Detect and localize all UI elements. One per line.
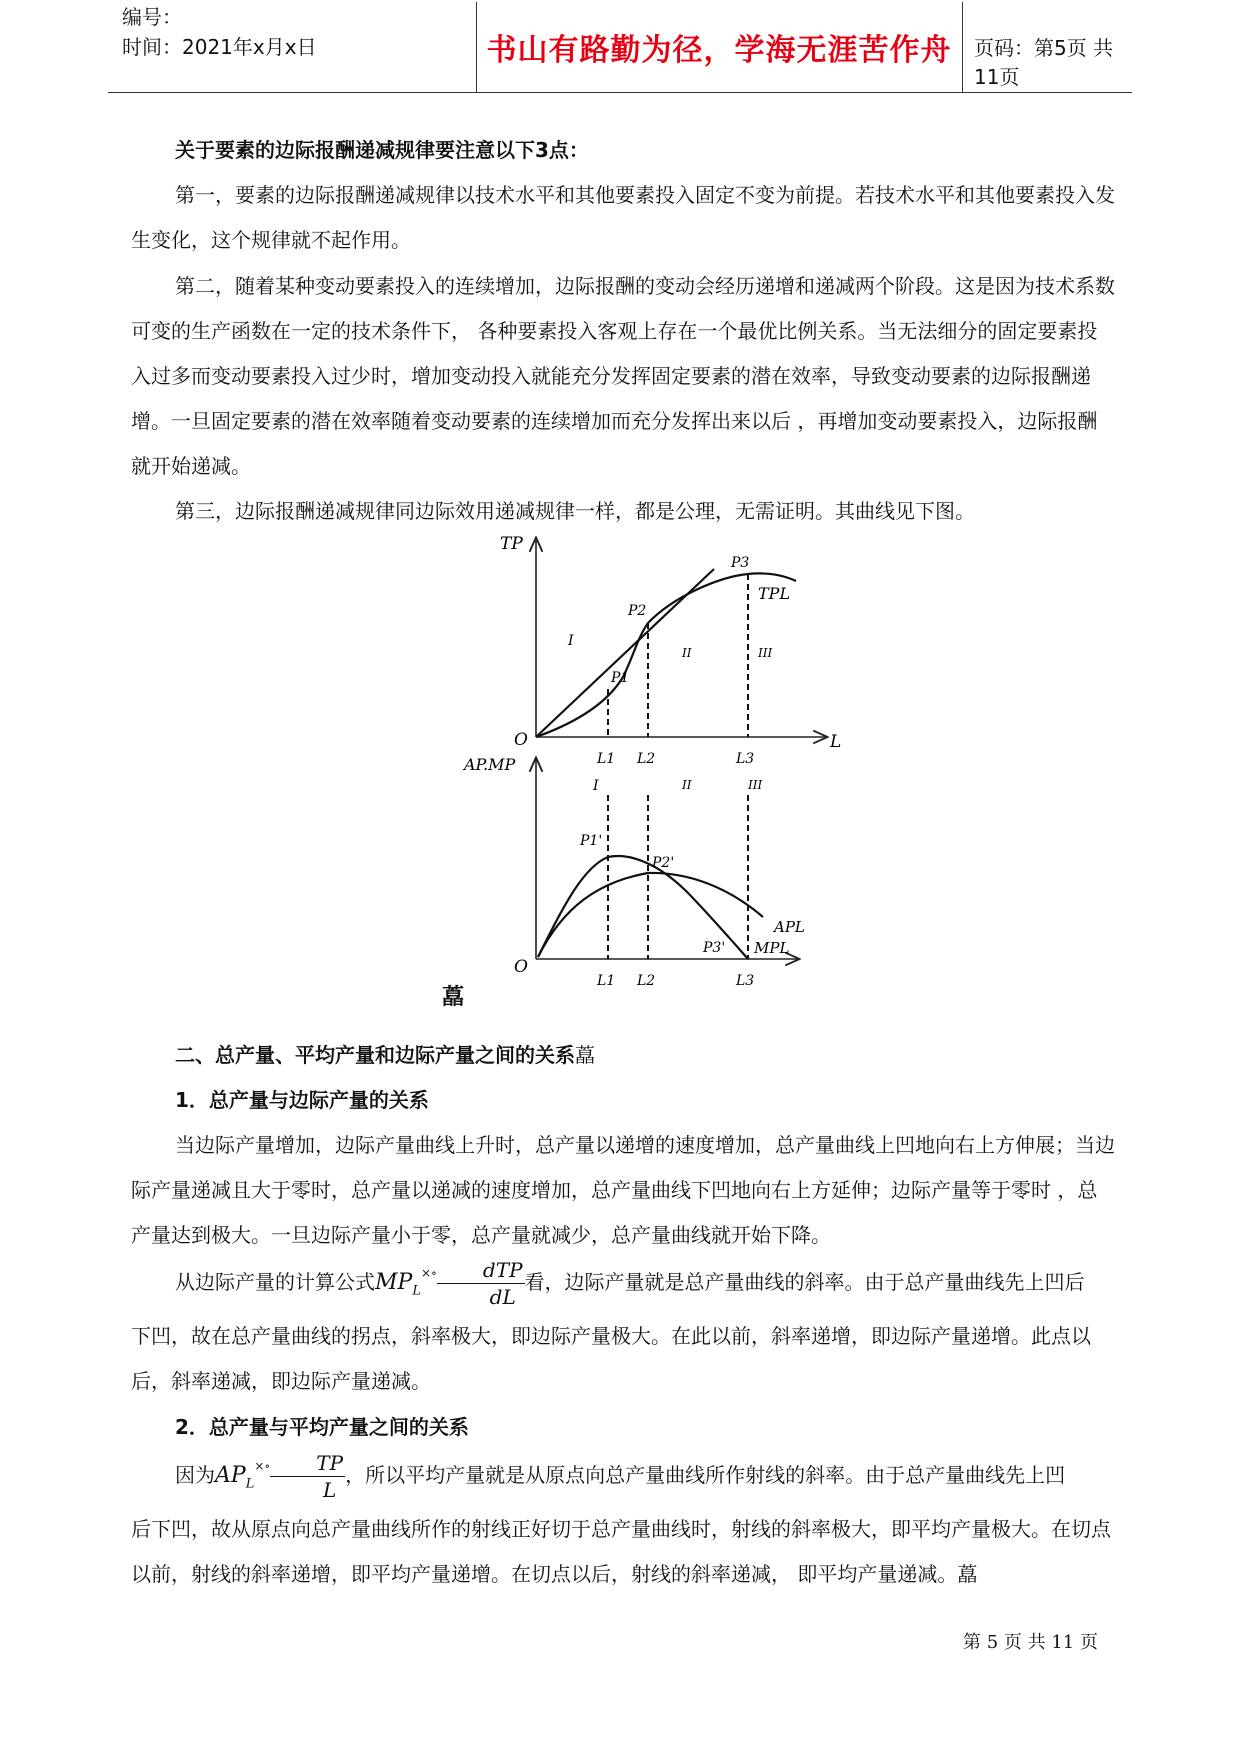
ap-num: TP [270, 1450, 345, 1477]
mp-den: dL [489, 1285, 516, 1309]
tick-l1-top: L1 [597, 751, 616, 767]
region-iii-top: III [758, 646, 773, 660]
figure-mark: 藠 [442, 984, 465, 1010]
tp-curve-label: TPL [758, 584, 791, 603]
para2-text-b: 看，边际产量就是总产量曲线的斜率。由于总产量曲线先上凹后 [524, 1270, 1085, 1294]
point-p2-prime: P2' [652, 855, 675, 871]
mp-symbol [375, 1270, 421, 1299]
region-ii-top: II [682, 646, 692, 660]
region-i-top: I [568, 633, 574, 649]
production-curves-figure [458, 527, 858, 990]
mp-fraction [437, 1257, 525, 1310]
point-p1-prime: P1' [580, 833, 603, 849]
section2-para3-rest: 后下凹，故从原点向总产量曲线所作的射线正好切于总产量曲线时，射线的斜率极大，即平均产量极大。在切点以前，射线的斜率递增，即平均产量递增。在切点以后，射线的斜率递减， 即平均产量递减。藠 [131, 1517, 1111, 1586]
ap-den: L [323, 1478, 337, 1502]
mp-num: dTP [437, 1257, 525, 1284]
point-p3-prime: P3' [703, 940, 726, 956]
top-origin: O [514, 730, 528, 750]
top-ylabel: TP [500, 534, 523, 554]
header-number: 编号： [122, 5, 182, 29]
para3-text-b: ，所以平均产量就是从原点向总产量曲线所作射线的斜率。由于总产量曲线先上凹 [345, 1463, 1066, 1487]
header-motto: 书山有路勤为径，学海无涯苦作舟 [476, 2, 963, 92]
ap-symbol [215, 1463, 255, 1492]
bot-ylabel: AP.MP [464, 755, 516, 774]
figure-svg [458, 527, 858, 990]
bot-origin: O [514, 957, 528, 977]
region-i-bot: I [593, 778, 599, 794]
region-ii-bot: II [682, 778, 692, 792]
section2-para2-line1 [131, 1254, 1116, 1310]
ap-text: AP [215, 1463, 246, 1488]
ap-curve [538, 873, 763, 957]
section2-heading: 二、总产量、平均产量和边际产量之间的关系 [175, 1043, 575, 1067]
section2-heading-line [131, 1033, 1116, 1078]
tick-l3-top: L3 [736, 751, 755, 767]
para2-text-a: 从边际产量的计算公式 [175, 1270, 375, 1294]
ap-fraction [270, 1450, 345, 1503]
region-iii-bot: III [748, 778, 763, 792]
header-date: 时间：2021年x月x日 [122, 35, 317, 59]
formula-sym: ×∘ [420, 1266, 437, 1280]
tick-l2-bot: L2 [637, 973, 656, 989]
section2-para1: 当边际产量增加，边际产量曲线上升时，总产量以递增的速度增加，总产量曲线上凹地向右上方伸展；当边际产量递减且大于零时，总产量以递减的速度增加，总产量曲线下凹地向右上方延伸；边际产量等于零时 ，总产量达到极大。一旦边际产量小于零，总产量就减少，总产量曲线就开始下降。 [131, 1133, 1115, 1247]
section2-sub2: 2．总产量与平均产量之间的关系 [175, 1415, 469, 1439]
para3-text-a: 因为 [175, 1463, 215, 1487]
point-p1: P1 [611, 670, 630, 686]
ap-sub: L [245, 1476, 255, 1492]
section2-para2-rest: 下凹，故在总产量曲线的拐点，斜率极大，即边际产量极大。在此以前，斜率递增，即边际产量递增。此点以后，斜率递减，即边际产量递减。 [131, 1324, 1091, 1393]
point-p3: P3 [731, 555, 750, 571]
tick-l3-bot: L3 [736, 973, 755, 989]
mp-curve-label: MPL [754, 939, 790, 957]
tp-curve [536, 573, 796, 737]
top-xlabel: L [830, 732, 842, 752]
point-p2: P2 [628, 603, 647, 619]
section2-sub1: 1．总产量与边际产量的关系 [175, 1088, 429, 1112]
tick-l1-bot: L1 [597, 973, 616, 989]
section1-heading: 关于要素的边际报酬递减规律要注意以下3点： [175, 138, 589, 162]
tick-l2-top: L2 [637, 751, 656, 767]
page-footer: 第 5 页 共 11 页 [963, 1632, 1098, 1653]
section1-para3: 第三，边际报酬递减规律同边际效用递减规律一样，都是公理，无需证明。其曲线见下图。 [175, 499, 975, 523]
ap-curve-label: APL [774, 918, 805, 936]
section2-para3-line1 [131, 1447, 1116, 1503]
mp-sub: L [412, 1283, 421, 1299]
mp-text: MP [375, 1270, 413, 1295]
section2-heading-tail: 藠 [575, 1043, 595, 1067]
header-page: 页码：第5页 共11页 [974, 36, 1114, 89]
page-header [108, 0, 1132, 93]
section1-para1: 第一，要素的边际报酬递减规律以技术水平和其他要素投入固定不变为前提。若技术水平和其他要素投入发生变化，这个规律就不起作用。 [131, 183, 1115, 252]
section1-para2: 第二，随着某种变动要素投入的连续增加，边际报酬的变动会经历递增和递减两个阶段。这是因为技术系数可变的生产函数在一定的技术条件下， 各种要素投入客观上存在一个最优比例关系。当无法细分的固定要素投入过多而变动要素投入过少时，增加变动投入就能充分发挥固定要素的潜在效率，导致变动要素的边际报酬递增。一旦固定要素的潜在效率随着变动要素的连续增加而充分发挥出来以后 ，再增加变动要素投入，边际报酬就开始递减。 [131, 274, 1115, 478]
formula-sym-2: ×∘ [254, 1459, 271, 1473]
header-meta [122, 2, 477, 92]
